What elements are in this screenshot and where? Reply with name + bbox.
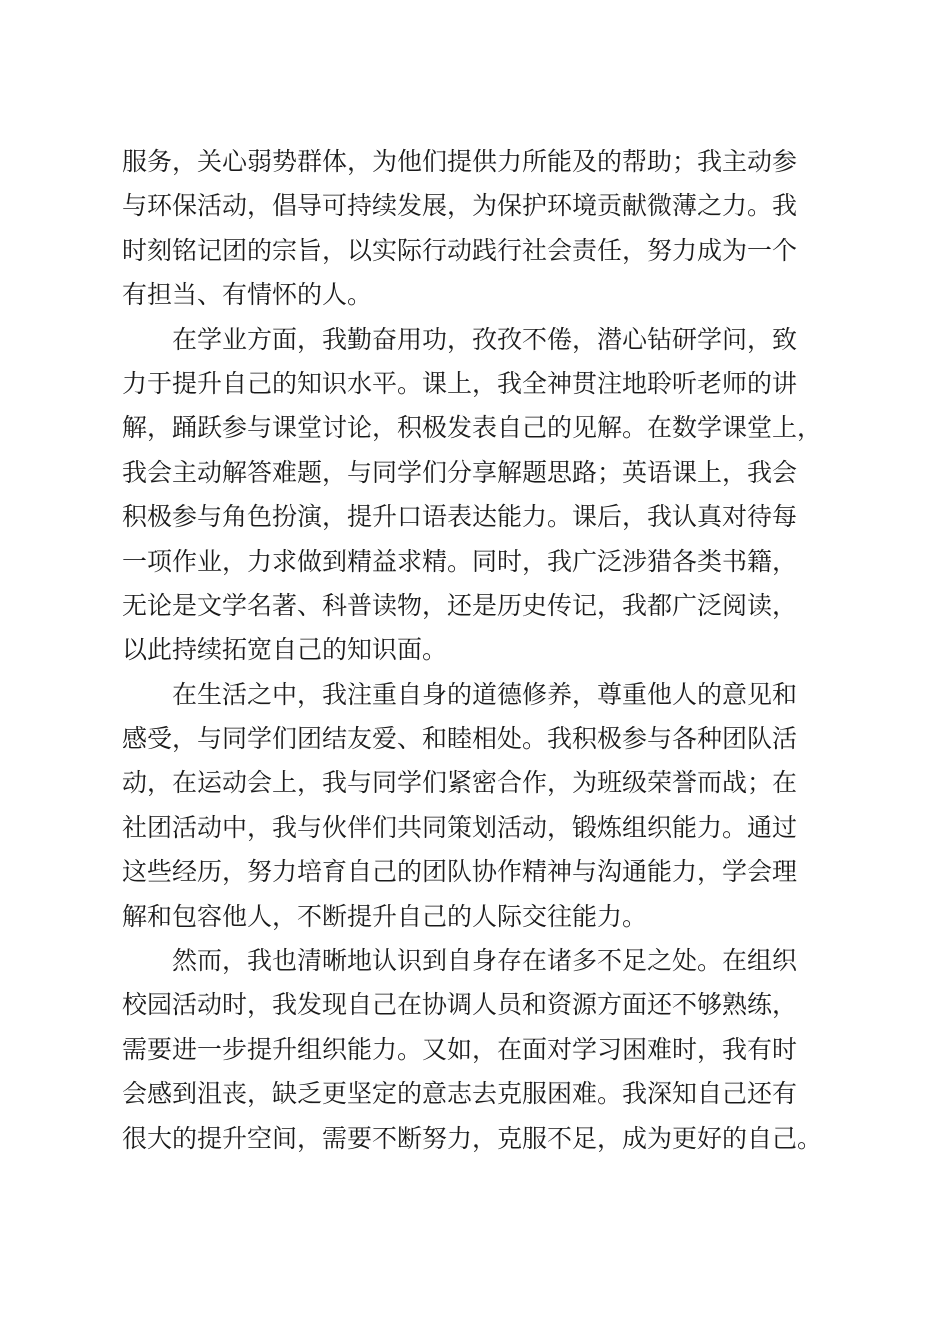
- body-text: [122, 140, 828, 1161]
- text-line: 这些经历，努力培育自己的团队协作精神与沟通能力，学会理: [122, 857, 798, 887]
- text-line: 解，踊跃参与课堂讨论，积极发表自己的见解。在数学课堂上，: [122, 413, 823, 443]
- text-line: 社团活动中，我与伙伴们共同策划活动，锻炼组织能力。通过: [122, 812, 798, 842]
- text-line: 有担当、有情怀的人。: [122, 280, 373, 310]
- text-line: 很大的提升空间，需要不断努力，克服不足，成为更好的自己。: [122, 1123, 823, 1153]
- paragraph-first-line: 然而，我也清晰地认识到自身存在诸多不足之处。在组织: [172, 946, 798, 976]
- text-line: 以此持续拓宽自己的知识面。: [122, 635, 448, 665]
- text-line: 需要进一步提升组织能力。又如，在面对学习困难时，我有时: [122, 1034, 798, 1064]
- text-line: 感受，与同学们团结友爱、和睦相处。我积极参与各种团队活: [122, 724, 798, 754]
- text-line: 校园活动时，我发现自己在协调人员和资源方面还不够熟练，: [122, 990, 798, 1020]
- text-line: 动，在运动会上，我与同学们紧密合作，为班级荣誉而战；在: [122, 768, 798, 798]
- text-line: 与环保活动，倡导可持续发展，为保护环境贡献微薄之力。我: [122, 191, 798, 221]
- text-line: 力于提升自己的知识水平。课上，我全神贯注地聆听老师的讲: [122, 368, 798, 398]
- text-line: 积极参与角色扮演，提升口语表达能力。课后，我认真对待每: [122, 502, 798, 532]
- text-line: 无论是文学名著、科普读物，还是历史传记，我都广泛阅读，: [122, 590, 798, 620]
- paragraph-first-line: 在学业方面，我勤奋用功，孜孜不倦，潜心钻研学问，致: [172, 324, 798, 354]
- text-line: 一项作业，力求做到精益求精。同时，我广泛涉猎各类书籍，: [122, 546, 798, 576]
- text-line: 我会主动解答难题，与同学们分享解题思路；英语课上，我会: [122, 457, 798, 487]
- text-line: 解和包容他人，不断提升自己的人际交往能力。: [122, 901, 648, 931]
- text-line: 会感到沮丧，缺乏更坚定的意志去克服困难。我深知自己还有: [122, 1079, 798, 1109]
- text-line: 时刻铭记团的宗旨，以实际行动践行社会责任，努力成为一个: [122, 235, 798, 265]
- text-line: 服务，关心弱势群体，为他们提供力所能及的帮助；我主动参: [122, 147, 798, 176]
- paragraph-first-line: 在生活之中，我注重自身的道德修养，尊重他人的意见和: [172, 679, 798, 709]
